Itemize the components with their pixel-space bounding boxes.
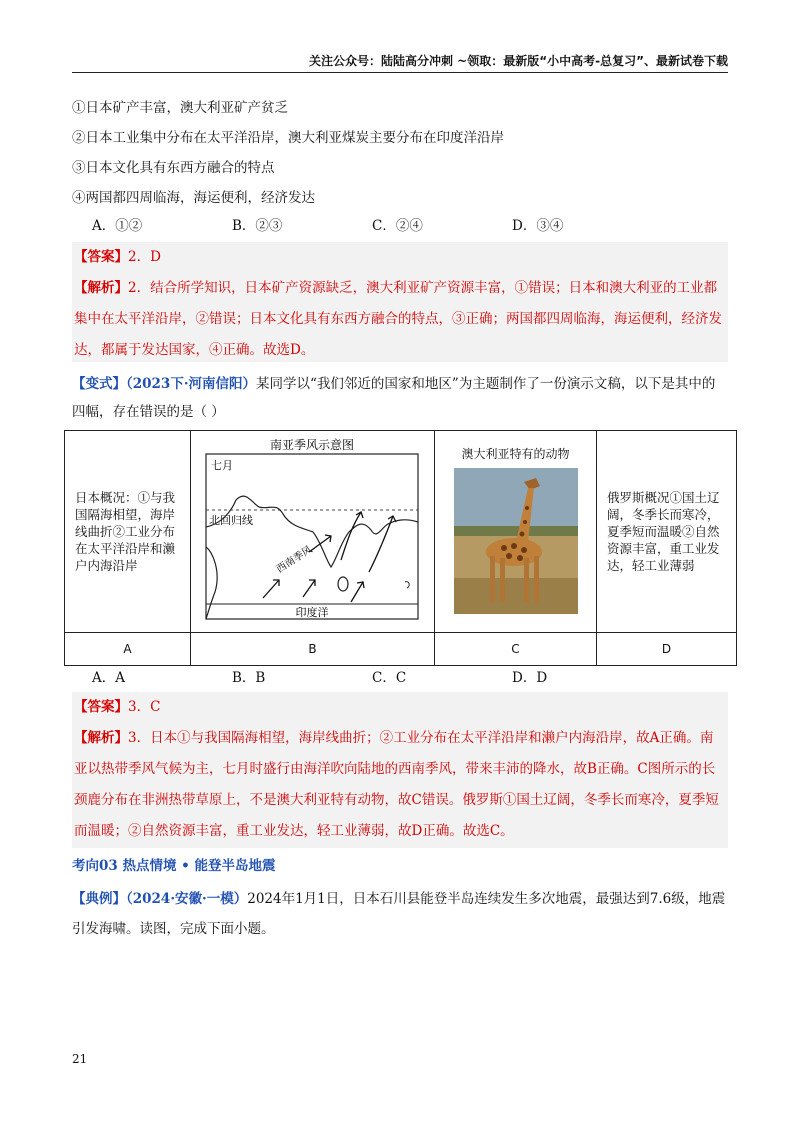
label-d: D	[597, 633, 737, 666]
animal-caption: 澳大利亚特有的动物	[461, 447, 570, 461]
map-wind-label: 西南季风	[274, 543, 315, 575]
map-ocean: 印度洋	[295, 605, 329, 619]
label-a: A	[65, 633, 191, 666]
q2-answer: 【答案】2．D	[74, 249, 161, 265]
slides-table	[64, 430, 737, 666]
page-header: 关注公众号：陆陆高分冲刺 ~领取：最新版“小中高考-总复习”、最新试卷下载	[72, 52, 728, 73]
south-asia-monsoon-map	[191, 432, 433, 632]
cell-a-japan: 日本概况：①与我国隔海相望，海岸线曲折②工业分布在太平洋沿岸和濑户内海沿岸	[65, 431, 191, 633]
statement-3: ③日本文化具有东西方融合的特点	[72, 160, 275, 176]
section-title: 考向03 热点情境 • 能登半岛地震	[72, 858, 276, 874]
statement-1: ①日本矿产丰富，澳大利亚矿产贫乏	[72, 100, 288, 116]
option-c: C．C	[372, 670, 407, 686]
option-b: B．B	[232, 670, 266, 686]
q2-answer-box	[72, 242, 728, 362]
map-tropic: 北回归线	[209, 513, 253, 527]
q3-answer-box	[72, 692, 728, 848]
map-month: 七月	[211, 458, 233, 472]
q3-analysis: 【解析】3．日本①与我国隔海相望，海岸线曲折；②工业分布在太平洋沿岸和濑户内海沿岸，故A正确。南亚以热带季风气候为主，七月时盛行由海洋吹向陆地的西南季风，带来丰沛的降水，故B正确。C图所示的长颈鹿分布在非洲热带草原上，不是澳大利亚特有动物，故C错误。俄罗斯①国土辽阔，冬季长而寒冷，夏季短而温暖；②自然资源丰富，重工业发达，轻工业薄弱，故D正确。故选C。	[74, 730, 719, 839]
cell-c-animal	[435, 431, 597, 633]
label-c: C	[435, 633, 597, 666]
giraffe-photo	[454, 468, 578, 614]
cell-d-russia: 俄罗斯概况①国土辽阔，冬季长而寒冷，夏季短而温暖②自然资源丰富，重工业发达，轻工业薄弱	[597, 431, 737, 633]
option-a: A．A	[92, 670, 125, 686]
q3-options	[92, 668, 652, 688]
cell-b-map	[191, 431, 435, 633]
label-b: B	[191, 633, 435, 666]
option-a: A．①②	[92, 218, 143, 234]
option-b: B．②③	[232, 218, 283, 234]
map-title: 南亚季风示意图	[269, 437, 355, 452]
option-c: C．②④	[372, 218, 423, 234]
statement-4: ④两国都四周临海，海运便利，经济发达	[72, 190, 315, 206]
statement-2: ②日本工业集中分布在太平洋沿岸，澳大利亚煤炭主要分布在印度洋沿岸	[72, 130, 504, 146]
option-d: D．D	[512, 670, 548, 686]
page-number: 21	[72, 1052, 88, 1066]
example-stem: 【典例】（2024·安徽·一模）2024年1月1日，日本石川县能登半岛连续发生多次地震，最强达到7.6级，地震引发海啸。读图，完成下面小题。	[72, 891, 726, 937]
option-d: D．③④	[512, 218, 564, 234]
q3-answer: 【答案】3．C	[74, 699, 161, 715]
q2-options	[92, 216, 652, 236]
q3-stem: 【变式】（2023下·河南信阳）某同学以“我们邻近的国家和地区”为主题制作了一份演示文稿，以下是其中的四幅，存在错误的是（ ）	[72, 376, 716, 420]
q2-analysis: 【解析】2．结合所学知识，日本矿产资源缺乏，澳大利亚矿产资源丰富，①错误；日本和澳大利亚的工业都集中在太平洋沿岸，②错误；日本文化具有东西方融合的特点，③正确；两国都四周临海，海运便利，经济发达，都属于发达国家，④正确。故选D。	[74, 280, 722, 358]
